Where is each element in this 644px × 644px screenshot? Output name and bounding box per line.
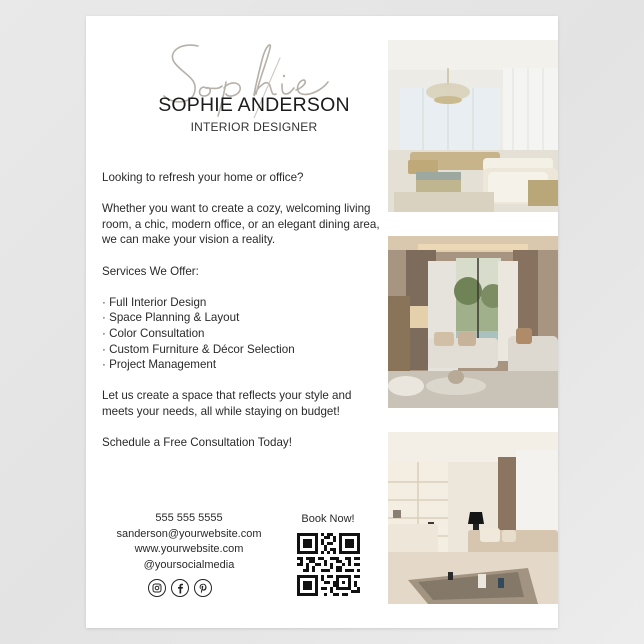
- instagram-icon: [148, 579, 166, 597]
- service-item: · Color Consultation: [102, 326, 205, 340]
- service-item: · Project Management: [102, 358, 217, 372]
- booking-qr-code[interactable]: [297, 533, 360, 596]
- interior-photo-1: [388, 40, 558, 212]
- services-heading: Services We Offer:: [102, 264, 199, 278]
- interior-photo-3: [388, 432, 558, 604]
- social-handle: @yoursocialmedia: [143, 558, 235, 571]
- email-address: sanderson@yourwebsite.com: [116, 527, 262, 540]
- designer-title: INTERIOR DESIGNER: [190, 120, 318, 134]
- social-icons: [148, 579, 212, 597]
- website-url: www.yourwebsite.com: [134, 543, 244, 555]
- closing-text: Let us create a space that reflects your style and meets your needs, all while staying on budget!: [102, 389, 352, 418]
- description-text: Whether you want to create a cozy, welcoming living room, a chic, modern office, or an elegant dining area, we can make your vision a reality.: [102, 202, 380, 247]
- book-now-label: Book Now!: [301, 513, 355, 525]
- pinterest-icon: [194, 579, 212, 597]
- designer-name: SOPHIE ANDERSON: [158, 94, 350, 116]
- service-item: · Space Planning & Layout: [102, 311, 240, 325]
- facebook-icon: [171, 579, 189, 597]
- service-item: · Custom Furniture & Décor Selection: [102, 342, 295, 356]
- service-item: · Full Interior Design: [102, 295, 207, 309]
- interior-photo-2: [388, 236, 558, 408]
- intro-text: Looking to refresh your home or office?: [102, 171, 304, 184]
- call-to-action: Schedule a Free Consultation Today!: [102, 436, 292, 450]
- flyer-body: [102, 170, 382, 451]
- phone-number: 555 555 5555: [155, 512, 223, 524]
- contact-block: [112, 511, 266, 573]
